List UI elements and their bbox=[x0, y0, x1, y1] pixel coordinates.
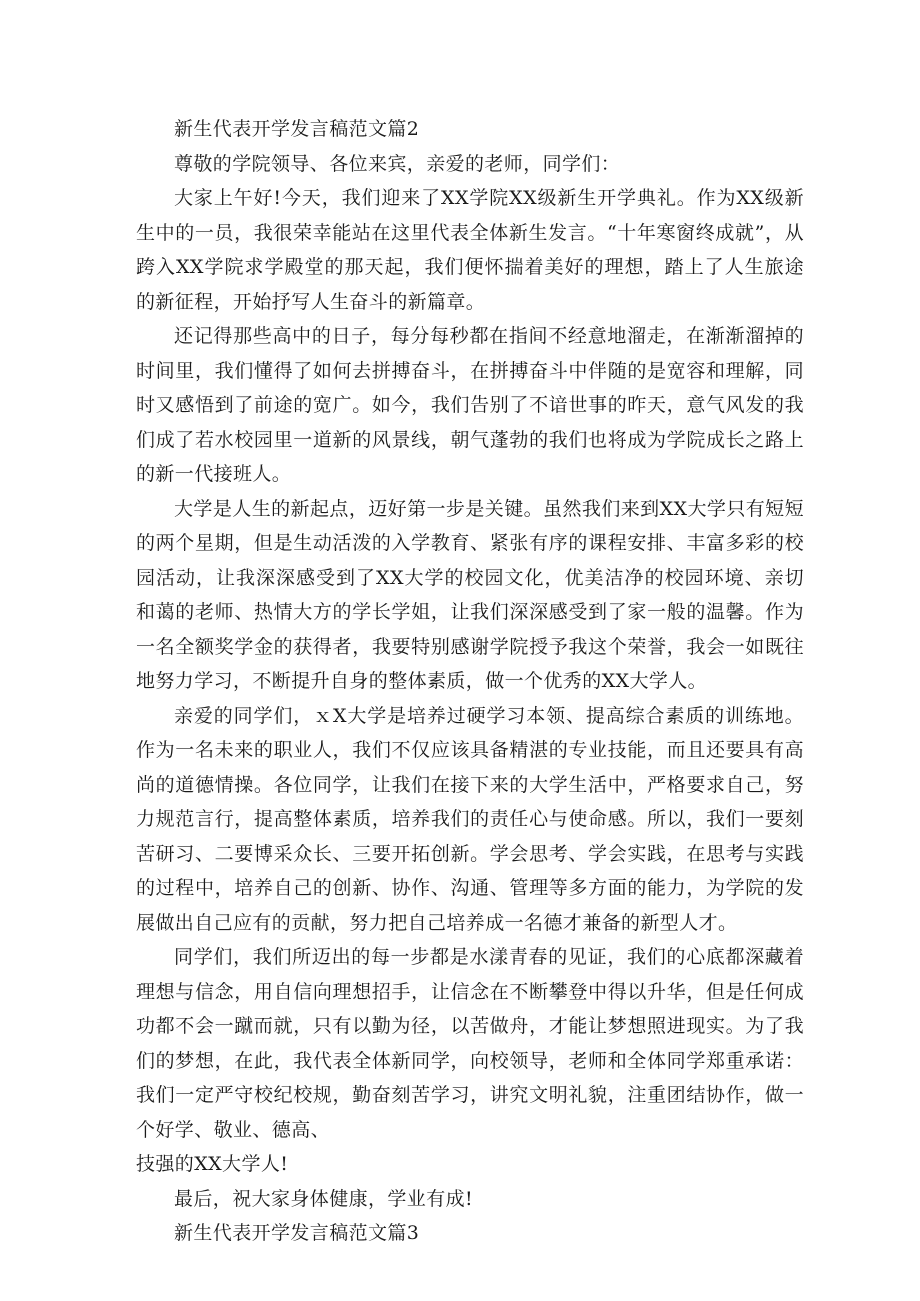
document-body bbox=[136, 112, 804, 1251]
paragraph-2: 还记得那些高中的日子，每分每秒都在指间不经意地溜走，在渐渐溜掉的时间里，我们懂得了如何去拼搏奋斗，在拼搏奋斗中伴随的是宽容和理解，同时又感悟到了前途的宽广。如今，我们告别了不谙世事的昨天，意气风发的我们成了若水校园里一道新的风景线，朝气蓬勃的我们也将成为学院成长之路上的新一代接班人。 bbox=[136, 325, 804, 485]
closing-line: 最后，祝大家身体健康，学业有成! bbox=[174, 1187, 474, 1210]
paragraph-5-continuation: 技强的XX大学人! bbox=[136, 1153, 289, 1175]
next-section-heading: 新生代表开学发言稿范文篇3 bbox=[174, 1222, 420, 1244]
salutation: 尊敬的学院领导、各位来宾，亲爱的老师，同学们： bbox=[174, 152, 621, 175]
paragraph-4: 亲爱的同学们，ｘX大学是培养过硬学习本领、提高综合素质的训练地。作为一名未来的职业人，我们不仅应该具备精湛的专业技能，而且还要具有高尚的道德情操。各位同学，让我们在接下来的大学生活中，严格要求自己，努力规范言行，提高整体素质，培养我们的责任心与使命感。所以，我们一要刻苦研习、二要博采众长、三要开拓创新。学会思考、学会实践，在思考与实践的过程中，培养自己的创新、协作、沟通、管理等多方面的能力，为学院的发展做出自己应有的贡献，努力把自己培养成一名德才兼备的新型人才。 bbox=[136, 704, 804, 934]
paragraph-1: 大家上午好!今天，我们迎来了XX学院XX级新生开学典礼。作为XX级新生中的一员，我很荣幸能站在这里代表全体新生发言。“十年寒窗终成就”，从跨入XX学院求学殿堂的那天起，我们便怀揣着美好的理想，踏上了人生旅途的新征程，开始抒写人生奋斗的新篇章。 bbox=[136, 187, 804, 313]
paragraph-5: 同学们，我们所迈出的每一步都是水漾青春的见证，我们的心底都深藏着理想与信念，用自信向理想招手，让信念在不断攀登中得以升华，但是任何成功都不会一蹴而就，只有以勤为径，以苦做舟，才能让梦想照进现实。为了我们的梦想，在此，我代表全体新同学，向校领导，老师和全体同学郑重承诺：我们一定严守校纪校规，勤奋刻苦学习，讲究文明礼貌，注重团结协作，做一个好学、敬业、德高、 bbox=[136, 946, 804, 1141]
section-heading: 新生代表开学发言稿范文篇2 bbox=[174, 118, 420, 140]
paragraph-3: 大学是人生的新起点，迈好第一步是关键。虽然我们来到XX大学只有短短的两个星期，但是生动活泼的入学教育、紧张有序的课程安排、丰富多彩的校园活动，让我深深感受到了XX大学的校园文化，优美洁净的校园环境、亲切和蔼的老师、热情大方的学长学姐，让我们深深感受到了家一般的温馨。作为一名全额奖学金的获得者，我要特别感谢学院授予我这个荣誉，我会一如既往地努力学习，不断提升自身的整体素质，做一个优秀的XX大学人。 bbox=[136, 497, 804, 692]
